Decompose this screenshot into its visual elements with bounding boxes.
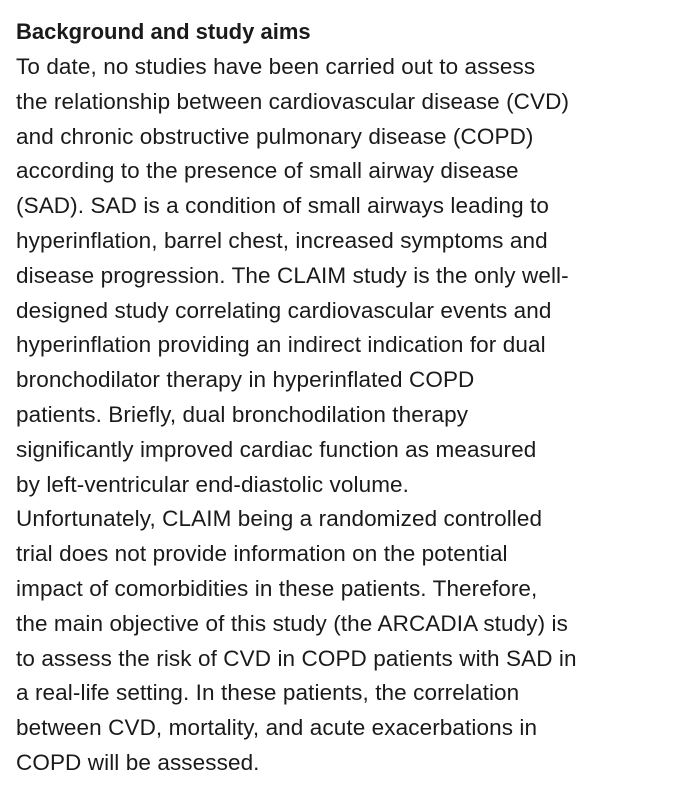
body-line: according to the presence of small airway disease	[16, 158, 519, 184]
body-line: impact of comorbidities in these patients. Therefore,	[16, 575, 538, 601]
body-line: a real-life setting. In these patients, the correlation	[16, 680, 520, 706]
body-line: to assess the risk of CVD in COPD patients with SAD in	[16, 645, 577, 671]
document-section	[16, 17, 691, 781]
body-line: by left-ventricular end-diastolic volume.	[16, 471, 410, 497]
body-line: hyperinflation, barrel chest, increased symptoms and	[16, 227, 548, 253]
section-heading: Background and study aims	[16, 19, 311, 44]
body-line: To date, no studies have been carried out to assess	[16, 54, 536, 79]
section-body	[16, 50, 691, 781]
body-line: and chronic obstructive pulmonary disease (COPD)	[16, 123, 534, 149]
body-line: hyperinflation providing an indirect indication for dual	[16, 332, 546, 358]
body-line: bronchodilator therapy in hyperinflated COPD	[16, 367, 475, 393]
body-line: significantly improved cardiac function as measured	[16, 436, 537, 462]
body-line: Unfortunately, CLAIM being a randomized controlled	[16, 506, 543, 532]
body-line: disease progression. The CLAIM study is the only well-	[16, 262, 569, 288]
body-line: the main objective of this study (the ARCADIA study) is	[16, 610, 568, 636]
body-line: trial does not provide information on the potential	[16, 541, 508, 567]
body-line: COPD will be assessed.	[16, 749, 260, 775]
body-line: between CVD, mortality, and acute exacerbations in	[16, 715, 538, 741]
body-line: patients. Briefly, dual bronchodilation therapy	[16, 401, 469, 427]
body-line: the relationship between cardiovascular disease (CVD)	[16, 88, 570, 114]
body-line: (SAD). SAD is a condition of small airways leading to	[16, 193, 550, 219]
body-line: designed study correlating cardiovascular events and	[16, 297, 552, 323]
